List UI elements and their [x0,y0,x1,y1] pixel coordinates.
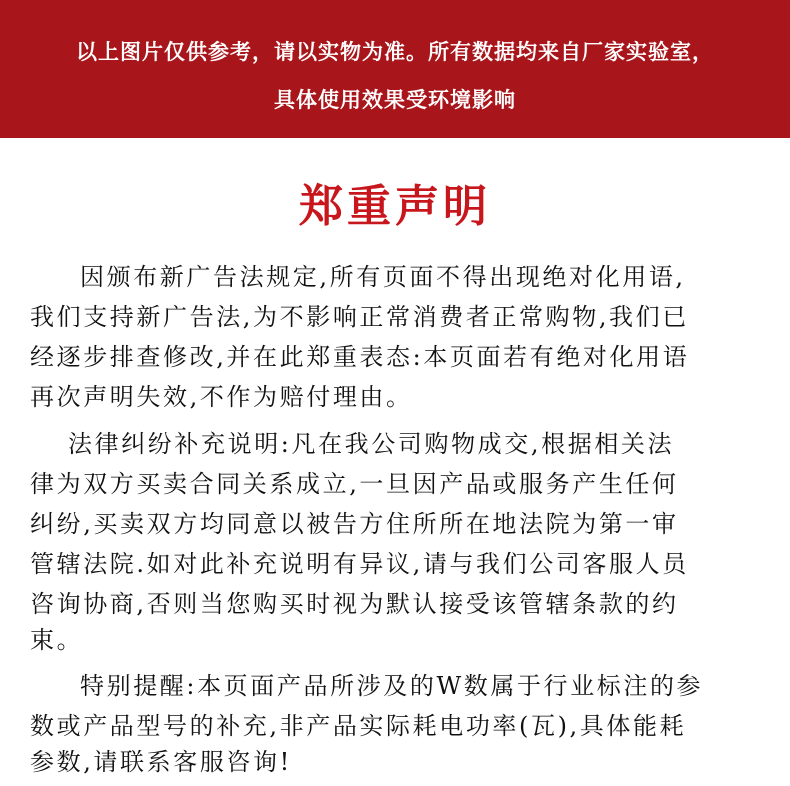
paragraph-2-line-6: 束。 [30,626,84,654]
paragraph-3-line-3: 参数,请联系客服咨询! [30,748,292,776]
paragraph-2-line-2: 律为双方买卖合同关系成立,一旦因产品或服务产生任何 [30,470,679,498]
paragraph-3-line-2: 数或产品型号的补充,非产品实际耗电功率(瓦),具体能耗 [30,712,687,740]
banner-text-line-1: 以上图片仅供参考，请以实物为准。所有数据均来自厂家实验室， [76,40,714,64]
paragraph-2-line-4: 管辖法院.如对此补充说明有异议,请与我们公司客服人员 [30,550,689,578]
paragraph-2-line-5: 咨询协商,否则当您购买时视为默认接受该管辖条款的约 [30,590,679,618]
paragraph-2-line-3: 纠纷,买卖双方均同意以被告方住所所在地法院为第一审 [30,510,679,538]
paragraph-3-line-1: 特别提醒:本页面产品所涉及的W数属于行业标注的参 [80,672,704,700]
paragraph-1-line-3: 经逐步排查修改,并在此郑重表态:本页面若有绝对化用语 [30,343,690,371]
paragraph-2-line-1: 法律纠纷补充说明:凡在我公司购物成交,根据相关法 [68,430,675,458]
banner-text-line-2: 具体使用效果受环境影响 [274,88,516,112]
notice-banner [0,0,790,138]
paragraph-1-line-1: 因颁布新广告法规定,所有页面不得出现绝对化用语, [80,263,686,291]
paragraph-1-line-2: 我们支持新广告法,为不影响正常消费者正常购物,我们已 [30,303,689,331]
declaration-title: 郑重声明 [299,181,491,232]
paragraph-1-line-4: 再次声明失效,不作为赔付理由。 [30,383,413,411]
